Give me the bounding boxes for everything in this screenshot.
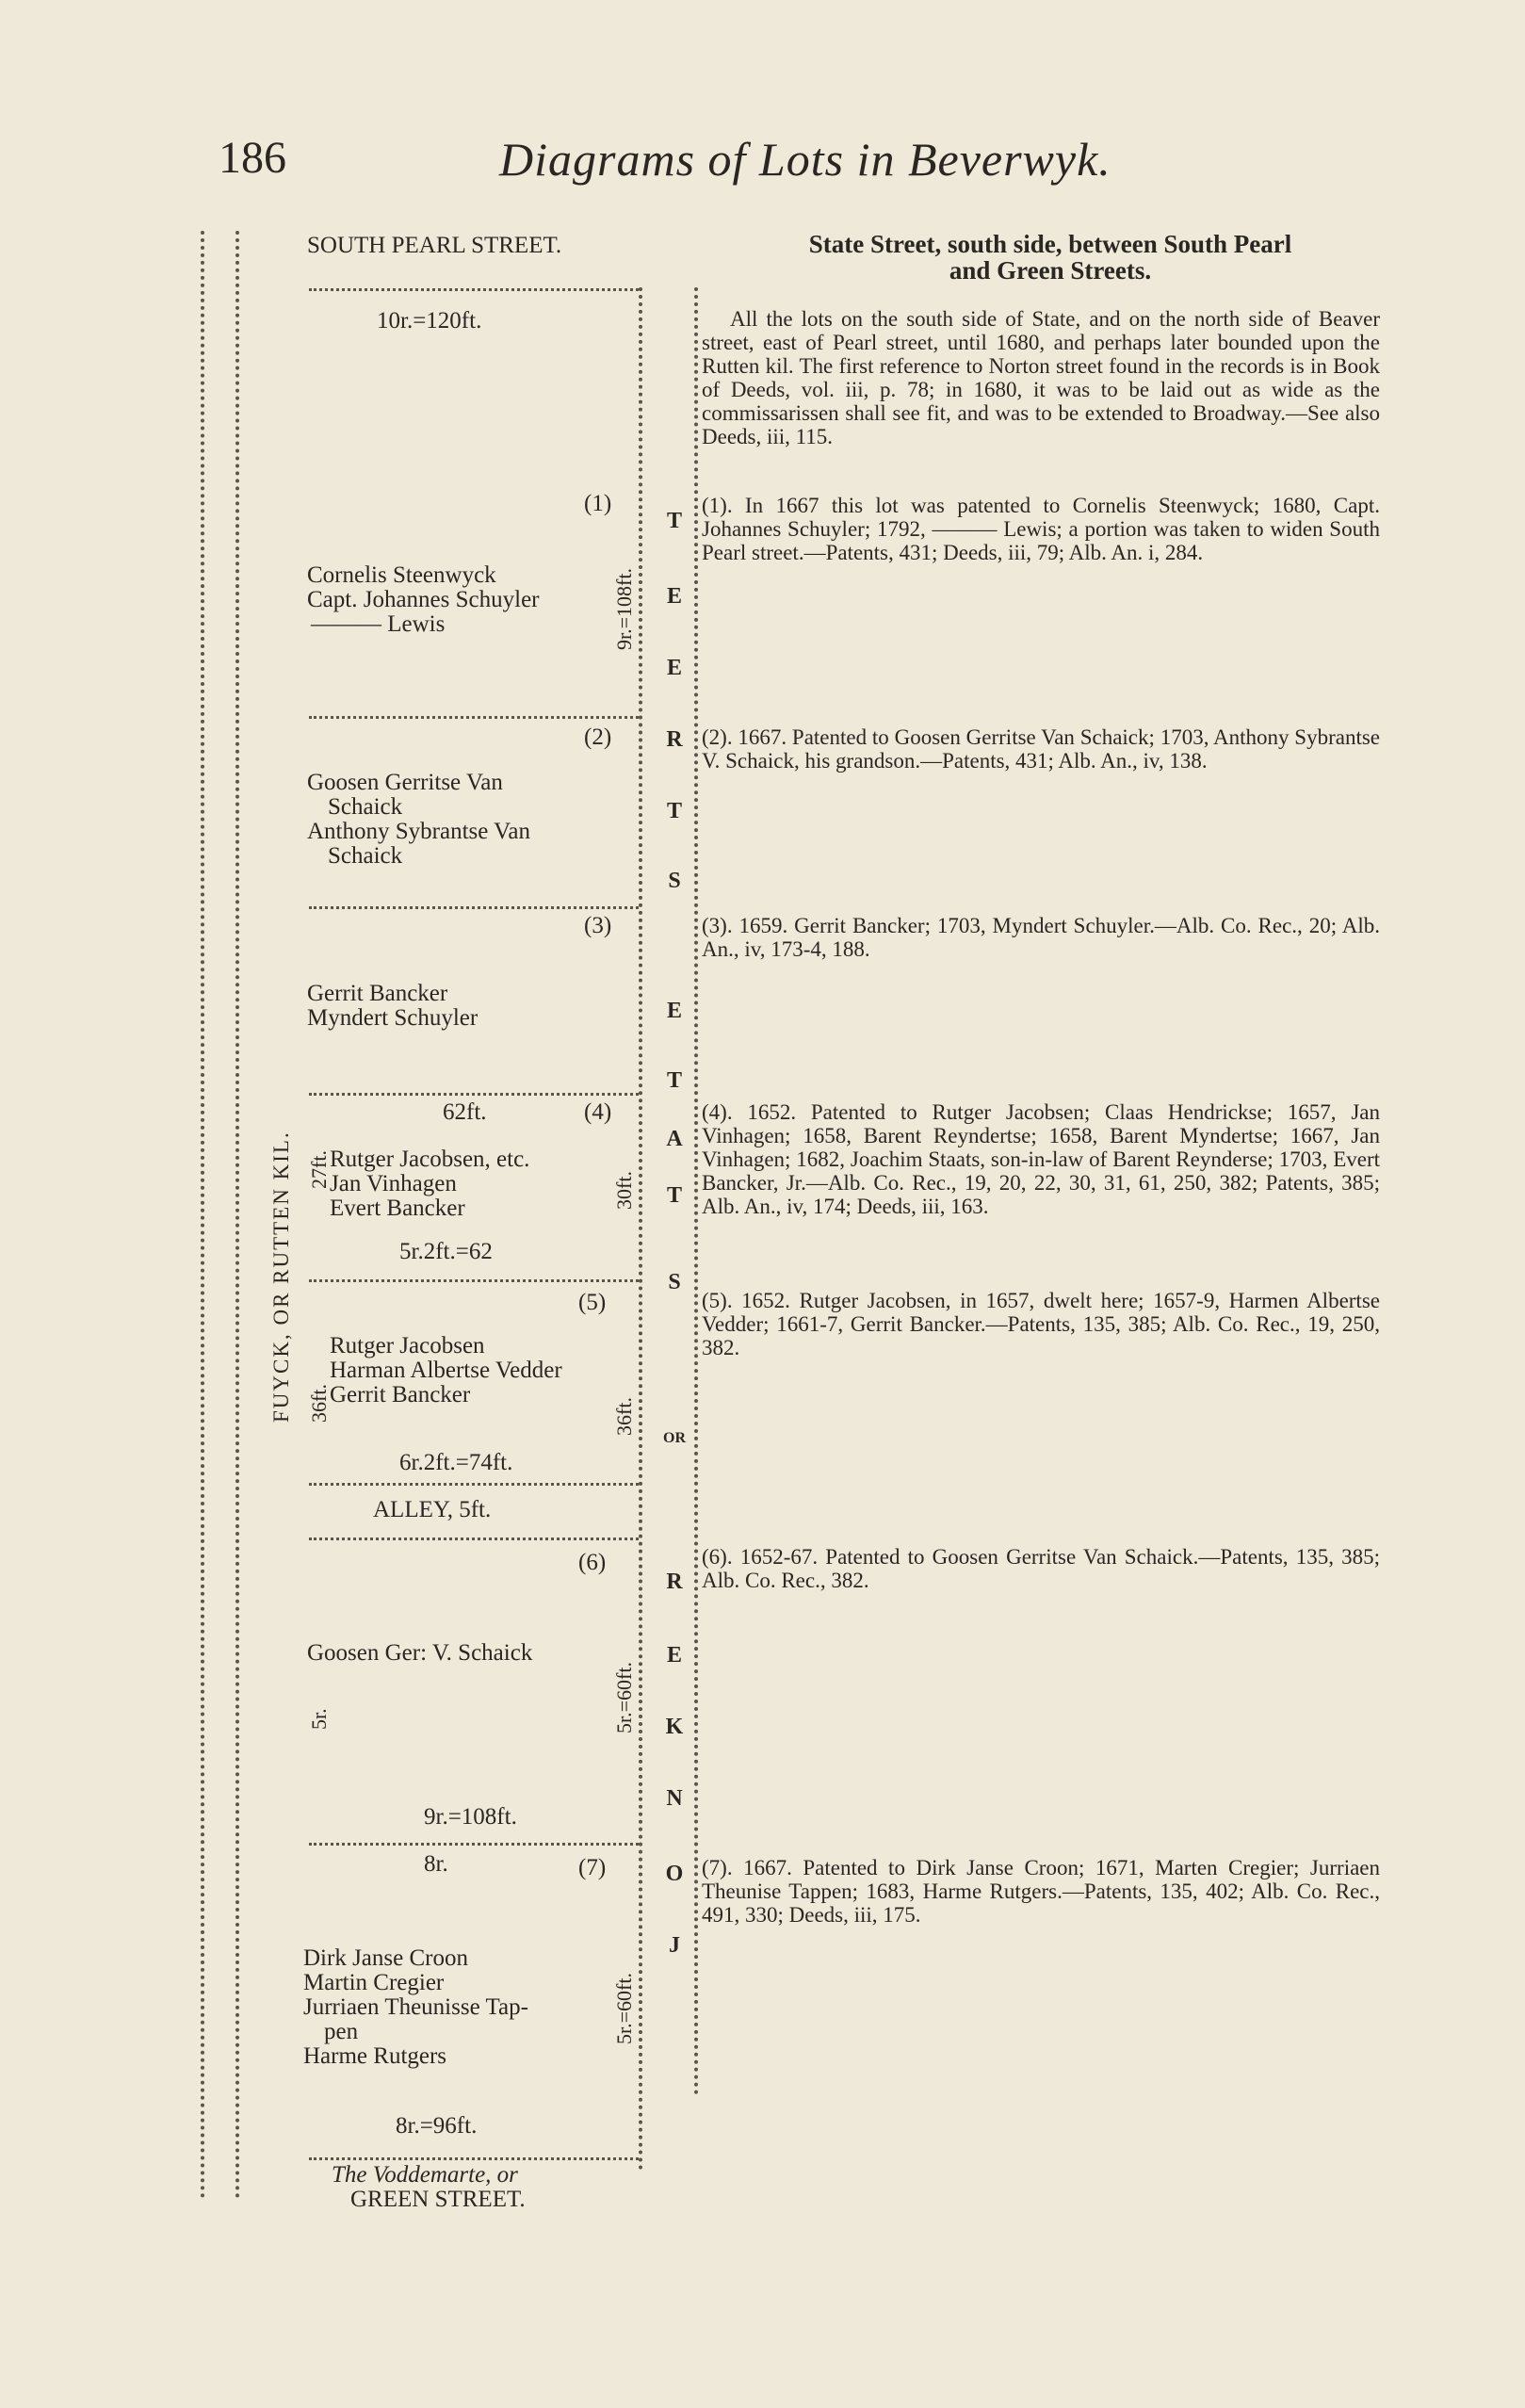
note-lot-1: (1). In 1667 this lot was patented to Cornelis Steenwyck; 1680, Capt. Johannes Schuyler; 1792, ——— Lewis; a portion was taken to widen South Pearl street.—Patents, 431; Deeds, iii, 79; Alb. An. i, 284. bbox=[702, 494, 1380, 564]
street-letter: S bbox=[668, 869, 681, 893]
lot-divider bbox=[309, 288, 639, 291]
lot4-owner: Jan Vinhagen bbox=[330, 1171, 457, 1196]
lot6-owner: Goosen Ger: V. Schaick bbox=[307, 1640, 533, 1666]
note-lot-5: (5). 1652. Rutger Jacobsen, in 1657, dwelt here; 1657-9, Harmen Albertse Vedder; 1661-7, Gerrit Bancker.—Patents, 135, 385; Alb. Co. Rec., 19, 250, 382. bbox=[702, 1289, 1380, 1359]
street-letter: E bbox=[666, 656, 682, 680]
lot7-width: 8r. bbox=[424, 1851, 448, 1877]
lot-divider bbox=[309, 1279, 639, 1282]
lot7-owner: pen bbox=[324, 2019, 359, 2044]
street-letter: T bbox=[666, 1068, 682, 1093]
lot4-frontage: 5r.2ft.=62 bbox=[399, 1239, 493, 1264]
street-letter: E bbox=[666, 1643, 682, 1668]
rutten-kil-label: FUYCK, OR RUTTEN KIL. bbox=[269, 1131, 293, 1423]
lot3-owner: Myndert Schuyler bbox=[307, 1005, 479, 1031]
lot7-owner: Dirk Janse Croon bbox=[303, 1945, 468, 1971]
note-lot-4: (4). 1652. Patented to Rutger Jacobsen; Claas Hendrickse; 1657, Jan Vinhagen; 1658, Barent Reyndertse; 1658, Barent Myndertse; 1667, Jan Vinhagen; 1682, Joachim Staats, son-in-law of Barent Reynderse; 1703, Evert Bancker, Jr.—Alb. Co. Rec., 19, 20, 22, 30, 31, 61, 250, 382; Patents, 385; Alb. An., iv, 174; Deeds, iii, 163. bbox=[702, 1100, 1380, 1218]
lot5-depth: 36ft. bbox=[612, 1397, 636, 1436]
lot3-owner: Gerrit Bancker bbox=[307, 981, 448, 1006]
lot7-owner: Martin Cregier bbox=[303, 1970, 445, 1995]
lot-divider bbox=[309, 1093, 639, 1096]
page-title: Diagrams of Lots in Beverwyk. bbox=[499, 133, 1111, 186]
street-letter: A bbox=[666, 1127, 683, 1151]
lot4-owner: Rutger Jacobsen, etc. bbox=[330, 1147, 530, 1172]
street-letter: OR bbox=[663, 1430, 686, 1446]
street-letter: R bbox=[666, 727, 683, 752]
street-letter: E bbox=[666, 584, 682, 609]
lot-divider bbox=[309, 1843, 639, 1846]
lot1-width: 10r.=120ft. bbox=[377, 308, 482, 334]
margin-dotted-line-inner bbox=[235, 231, 239, 2200]
page-number: 186 bbox=[219, 133, 286, 183]
lot7-number: (7) bbox=[578, 1855, 607, 1880]
lot3-number: (3) bbox=[584, 913, 612, 938]
diagram-right-border bbox=[639, 287, 642, 2172]
lot7-owner: Jurriaen Theunisse Tap- bbox=[303, 1994, 528, 2020]
note-lot-3: (3). 1659. Gerrit Bancker; 1703, Myndert Schuyler.—Alb. Co. Rec., 20; Alb. An., iv, 173-4, 188. bbox=[702, 914, 1380, 961]
lot5-owner: Harman Albertse Vedder bbox=[330, 1358, 562, 1383]
lot7-owner: Harme Rutgers bbox=[303, 2043, 447, 2069]
lot2-owner: Anthony Sybrantse Van bbox=[307, 819, 531, 844]
street-letter: N bbox=[666, 1786, 683, 1811]
street-letter: K bbox=[665, 1715, 684, 1739]
alley-line-bottom bbox=[309, 1538, 639, 1540]
lot5-left-depth: 36ft. bbox=[307, 1384, 331, 1423]
alley-label: ALLEY, 5ft. bbox=[373, 1497, 492, 1522]
street-letter: T bbox=[666, 799, 682, 823]
lot2-owner: Schaick bbox=[328, 794, 403, 820]
street-letter: T bbox=[666, 509, 682, 533]
lot6-left-depth: 5r. bbox=[307, 1708, 331, 1730]
lot4-owner: Evert Bancker bbox=[330, 1196, 465, 1221]
lot-divider bbox=[309, 906, 639, 909]
lot1-owner: Cornelis Steenwyck bbox=[307, 562, 496, 588]
lot5-owner: Gerrit Bancker bbox=[330, 1382, 471, 1407]
notes-left-border bbox=[694, 287, 698, 2096]
lot4-depth: 30ft. bbox=[612, 1171, 636, 1210]
note-lot-7: (7). 1667. Patented to Dirk Janse Croon; 1671, Marten Cregier; Jurriaen Theunise Tappen; 1683, Harme Rutgers.—Patents, 135, 402; Alb. Co. Rec., 491, 330; Deeds, iii, 175. bbox=[702, 1856, 1380, 1927]
green-street-label: GREEN STREET. bbox=[350, 2187, 526, 2212]
lot4-left-depth: 27ft. bbox=[307, 1150, 331, 1189]
lot2-owner: Goosen Gerritse Van bbox=[307, 770, 503, 795]
lot1-owner: ——— Lewis bbox=[311, 611, 446, 637]
lot5-owner: Rutger Jacobsen bbox=[330, 1333, 485, 1359]
street-letter: S bbox=[668, 1270, 681, 1294]
green-street-line bbox=[309, 2157, 639, 2160]
lot2-owner: Schaick bbox=[328, 843, 403, 869]
lot6-frontage: 9r.=108ft. bbox=[424, 1804, 517, 1830]
intro-paragraph: All the lots on the south side of State, and on the north side of Beaver street, east of Pearl street, until 1680, and perhaps later bounded upon the Rutten kil. The first reference to Norton street found in the records is in Book of Deeds, vol. iii, p. 78; in 1680, it was to be laid out as wide as the commissarissen shall see fit, and was to be extended to Broadway.—See also Deeds, iii, 115. bbox=[702, 307, 1380, 448]
lot1-number: (1) bbox=[584, 491, 612, 516]
lot1-depth: 9r.=108ft. bbox=[612, 568, 636, 650]
street-letter: R bbox=[666, 1570, 683, 1594]
street-letter: O bbox=[665, 1862, 684, 1886]
lot6-number: (6) bbox=[578, 1550, 607, 1575]
lot-divider bbox=[309, 716, 639, 719]
margin-dotted-line-outer bbox=[201, 231, 204, 2200]
lot6-depth: 5r.=60ft. bbox=[612, 1662, 636, 1733]
street-letter: J bbox=[669, 1933, 680, 1958]
street-letter: E bbox=[666, 999, 682, 1023]
section-title bbox=[702, 231, 1399, 284]
note-lot-2: (2). 1667. Patented to Goosen Gerritse Van Schaick; 1703, Anthony Sybrantse V. Schaick, his grandson.—Patents, 431; Alb. An., iv, 138. bbox=[702, 725, 1380, 773]
lot4-width: 62ft. bbox=[443, 1099, 487, 1125]
lot2-number: (2) bbox=[584, 724, 612, 750]
street-letter: T bbox=[666, 1183, 682, 1208]
south-pearl-street-label: SOUTH PEARL STREET. bbox=[307, 233, 562, 258]
section-title-line: State Street, south side, between South Pearl bbox=[808, 230, 1292, 258]
lot7-frontage: 8r.=96ft. bbox=[396, 2113, 478, 2139]
lot4-number: (4) bbox=[584, 1099, 612, 1125]
lot7-depth: 5r.=60ft. bbox=[612, 1973, 636, 2044]
alley-line-top bbox=[309, 1483, 639, 1486]
lot5-number: (5) bbox=[578, 1290, 607, 1315]
voddemarte-label: The Voddemarte, or bbox=[332, 2162, 518, 2188]
lot1-owner: Capt. Johannes Schuyler bbox=[307, 587, 540, 612]
lot5-frontage: 6r.2ft.=74ft. bbox=[399, 1450, 513, 1475]
note-lot-6: (6). 1652-67. Patented to Goosen Gerritse Van Schaick.—Patents, 135, 385; Alb. Co. Rec., 382. bbox=[702, 1545, 1380, 1592]
section-title-line: and Green Streets. bbox=[949, 256, 1152, 285]
